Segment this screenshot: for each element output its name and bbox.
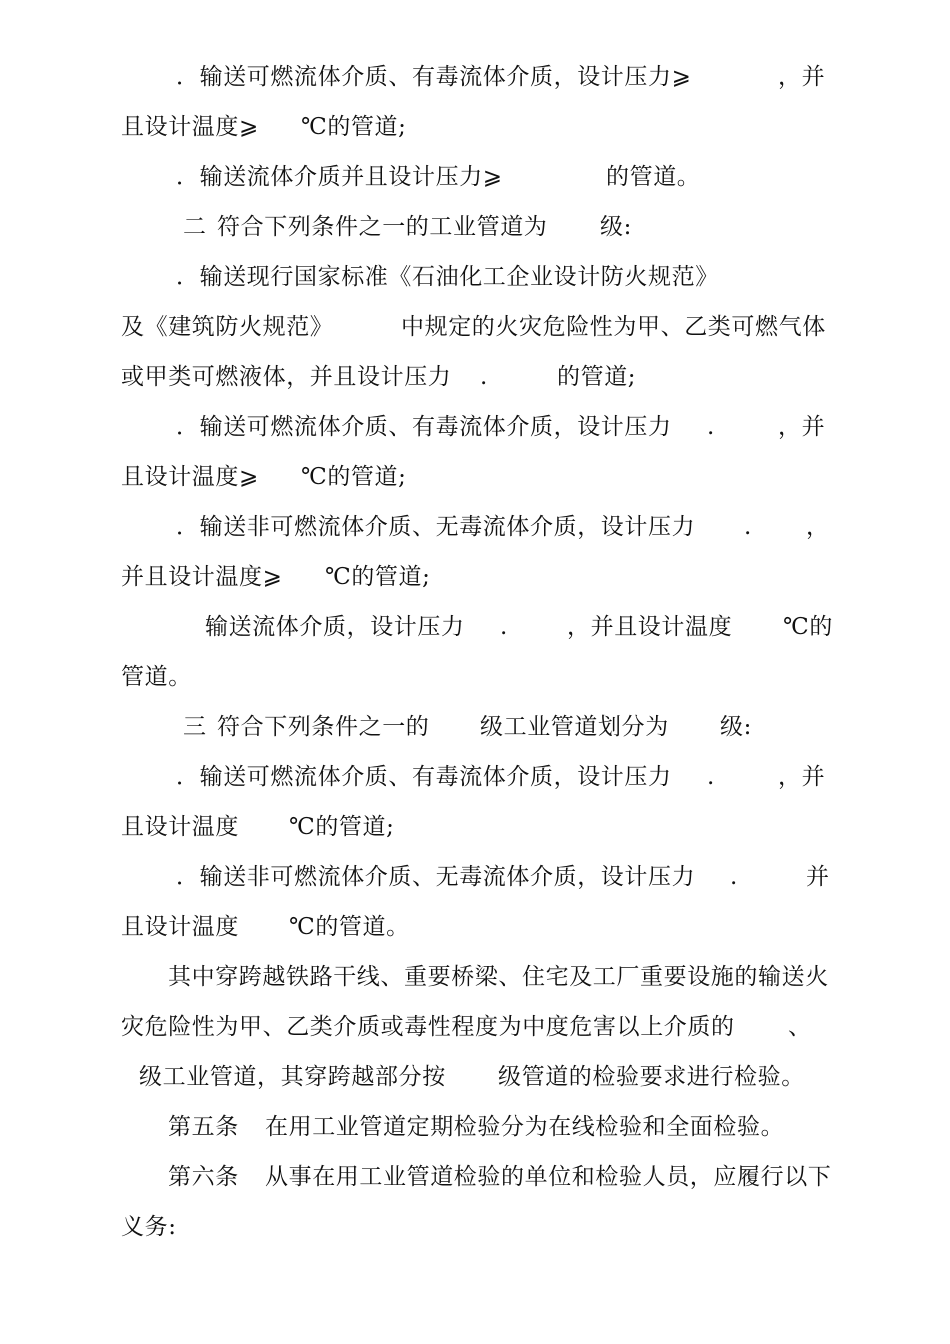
text-line: 级工业管道划分为	[480, 714, 669, 740]
text-line: ，并且设计温度	[567, 614, 733, 640]
text-line: 级工业管道，其穿跨越部分按	[139, 1064, 446, 1090]
text-line: ．输送可燃流体介质、有毒流体介质，设计压力	[176, 764, 672, 790]
text-line: 且设计温度	[121, 914, 239, 940]
text-line: 级管道的检验要求进行检验。	[498, 1064, 805, 1090]
text-line: .	[707, 414, 715, 440]
text-line: ℃的管道。	[289, 914, 410, 940]
text-line: ℃的	[783, 614, 833, 640]
text-line: .	[480, 364, 488, 390]
text-line: ．输送现行国家标准《石油化工企业设计防火规范》	[176, 264, 719, 290]
text-line: 并	[806, 864, 830, 890]
text-line: 及《建筑防火规范》	[121, 314, 334, 340]
text-line: 义务:	[121, 1214, 177, 1240]
text-line: ，并	[778, 414, 826, 440]
text-line: 符合下列条件之一的工业管道为	[217, 214, 548, 240]
text-line: 并且设计温度⩾	[121, 564, 283, 590]
text-line: ．输送可燃流体介质、有毒流体介质，设计压力	[176, 414, 672, 440]
text-line: 或甲类可燃液体，并且设计压力	[121, 364, 452, 390]
text-line: .	[744, 514, 752, 540]
text-line: 且设计温度⩾	[121, 464, 259, 490]
text-line: ，	[806, 514, 830, 540]
text-line: 在用工业管道定期检验分为在线检验和全面检验。	[265, 1114, 785, 1140]
text-line: .	[500, 614, 508, 640]
section-number: 三	[183, 714, 207, 740]
text-line: 且设计温度⩾	[121, 114, 259, 140]
text-line: 中规定的火灾危险性为甲、乙类可燃气体	[401, 314, 826, 340]
text-line: 灾危险性为甲、乙类介质或毒性程度为中度危害以上介质的	[121, 1014, 735, 1040]
text-line: ．输送可燃流体介质、有毒流体介质，设计压力⩾	[176, 64, 692, 90]
text-line: 级:	[600, 214, 632, 240]
text-line: 符合下列条件之一的	[217, 714, 430, 740]
text-line: ℃的管道;	[301, 114, 407, 140]
text-line: 的管道;	[557, 364, 637, 390]
text-line: 、	[788, 1014, 812, 1040]
text-line: ℃的管道;	[325, 564, 431, 590]
text-line: .	[730, 864, 738, 890]
text-line: ．输送非可燃流体介质、无毒流体介质，设计压力	[176, 514, 696, 540]
text-line: 其中穿跨越铁路干线、重要桥梁、住宅及工厂重要设施的输送火	[168, 964, 829, 990]
text-line: ℃的管道;	[301, 464, 407, 490]
text-line: 的管道。	[606, 164, 701, 190]
text-line: ．输送非可燃流体介质、无毒流体介质，设计压力	[176, 864, 696, 890]
text-line: 级:	[720, 714, 752, 740]
text-line: .	[707, 764, 715, 790]
text-line: ℃的管道;	[289, 814, 395, 840]
text-line: ，并	[778, 64, 826, 90]
text-line: 从事在用工业管道检验的单位和检验人员，应履行以下	[265, 1164, 832, 1190]
article-number: 第五条	[168, 1114, 239, 1140]
article-number: 第六条	[168, 1164, 239, 1190]
text-line: ，并	[778, 764, 826, 790]
text-line: 管道。	[121, 664, 192, 690]
text-line: 且设计温度	[121, 814, 239, 840]
text-line: 输送流体介质，设计压力	[205, 614, 465, 640]
section-number: 二	[183, 214, 207, 240]
text-line: ．输送流体介质并且设计压力⩾	[176, 164, 503, 190]
